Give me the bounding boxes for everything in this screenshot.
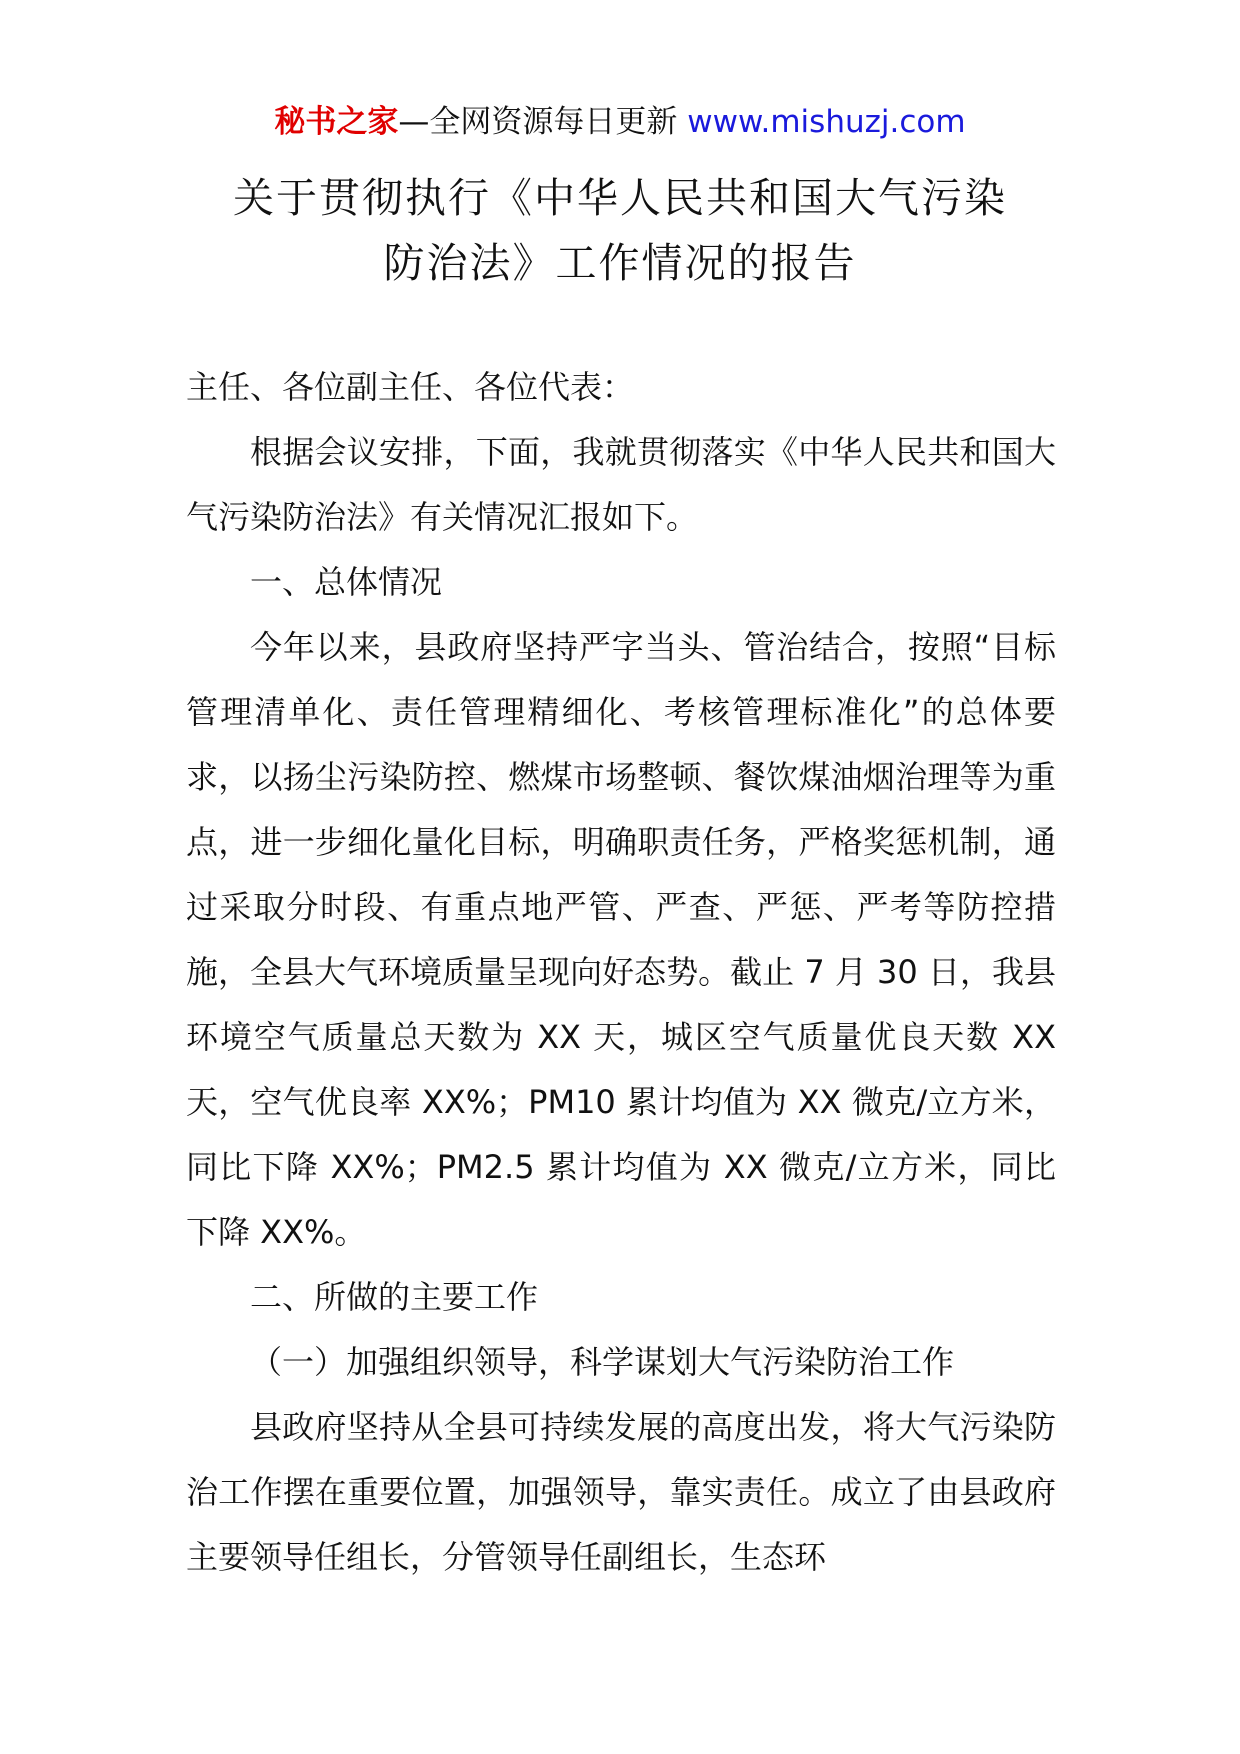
header-slogan: —全网资源每日更新 xyxy=(398,104,678,140)
subsection-heading-1: （一）加强组织领导，科学谋划大气污染防治工作 xyxy=(250,1343,955,1381)
section-heading-2: 二、所做的主要工作 xyxy=(250,1278,539,1316)
site-header xyxy=(0,100,1240,144)
section-1-paragraph: 今年以来，县政府坚持严字当头、管治结合，按照“目标管理清单化、责任管理精细化、考核管理标准化”的总体要求，以扬尘污染防控、燃煤市场整顿、餐饮煤油烟治理等为重点，进一步细化量化目标，明确职责任务，严格奖惩机制，通过采取分时段、有重点地严管、严查、严惩、严考等防控措施，全县大气环境质量呈现向好态势。截止 7 月 30 日，我县环境空气质量总天数为 XX 天，城区空气质量优良天数 XX 天，空气优良率 XX%；PM10 累计均值为 XX 微克/立方米，同比下降 XX%；PM2.5 累计均值为 XX 微克/立方米，同比下降 XX%。 xyxy=(186,628,1056,1251)
salutation: 主任、各位副主任、各位代表： xyxy=(186,368,635,406)
document-body xyxy=(186,355,1056,1590)
title-line-2: 防治法》工作情况的报告 xyxy=(383,239,857,287)
section-heading-1: 一、总体情况 xyxy=(250,563,443,601)
title-line-1: 关于贯彻执行《中华人民共和国大气污染 xyxy=(233,174,1007,222)
document-title xyxy=(150,166,1090,296)
intro-paragraph: 根据会议安排，下面，我就贯彻落实《中华人民共和国大气污染防治法》有关情况汇报如下。 xyxy=(186,433,1056,536)
brand-name: 秘书之家 xyxy=(274,104,399,140)
site-url-link[interactable]: www.mishuzj.com xyxy=(687,104,966,140)
subsection-1-paragraph: 县政府坚持从全县可持续发展的高度出发，将大气污染防治工作摆在重要位置，加强领导，靠实责任。成立了由县政府主要领导任组长，分管领导任副组长，生态环 xyxy=(186,1408,1056,1576)
